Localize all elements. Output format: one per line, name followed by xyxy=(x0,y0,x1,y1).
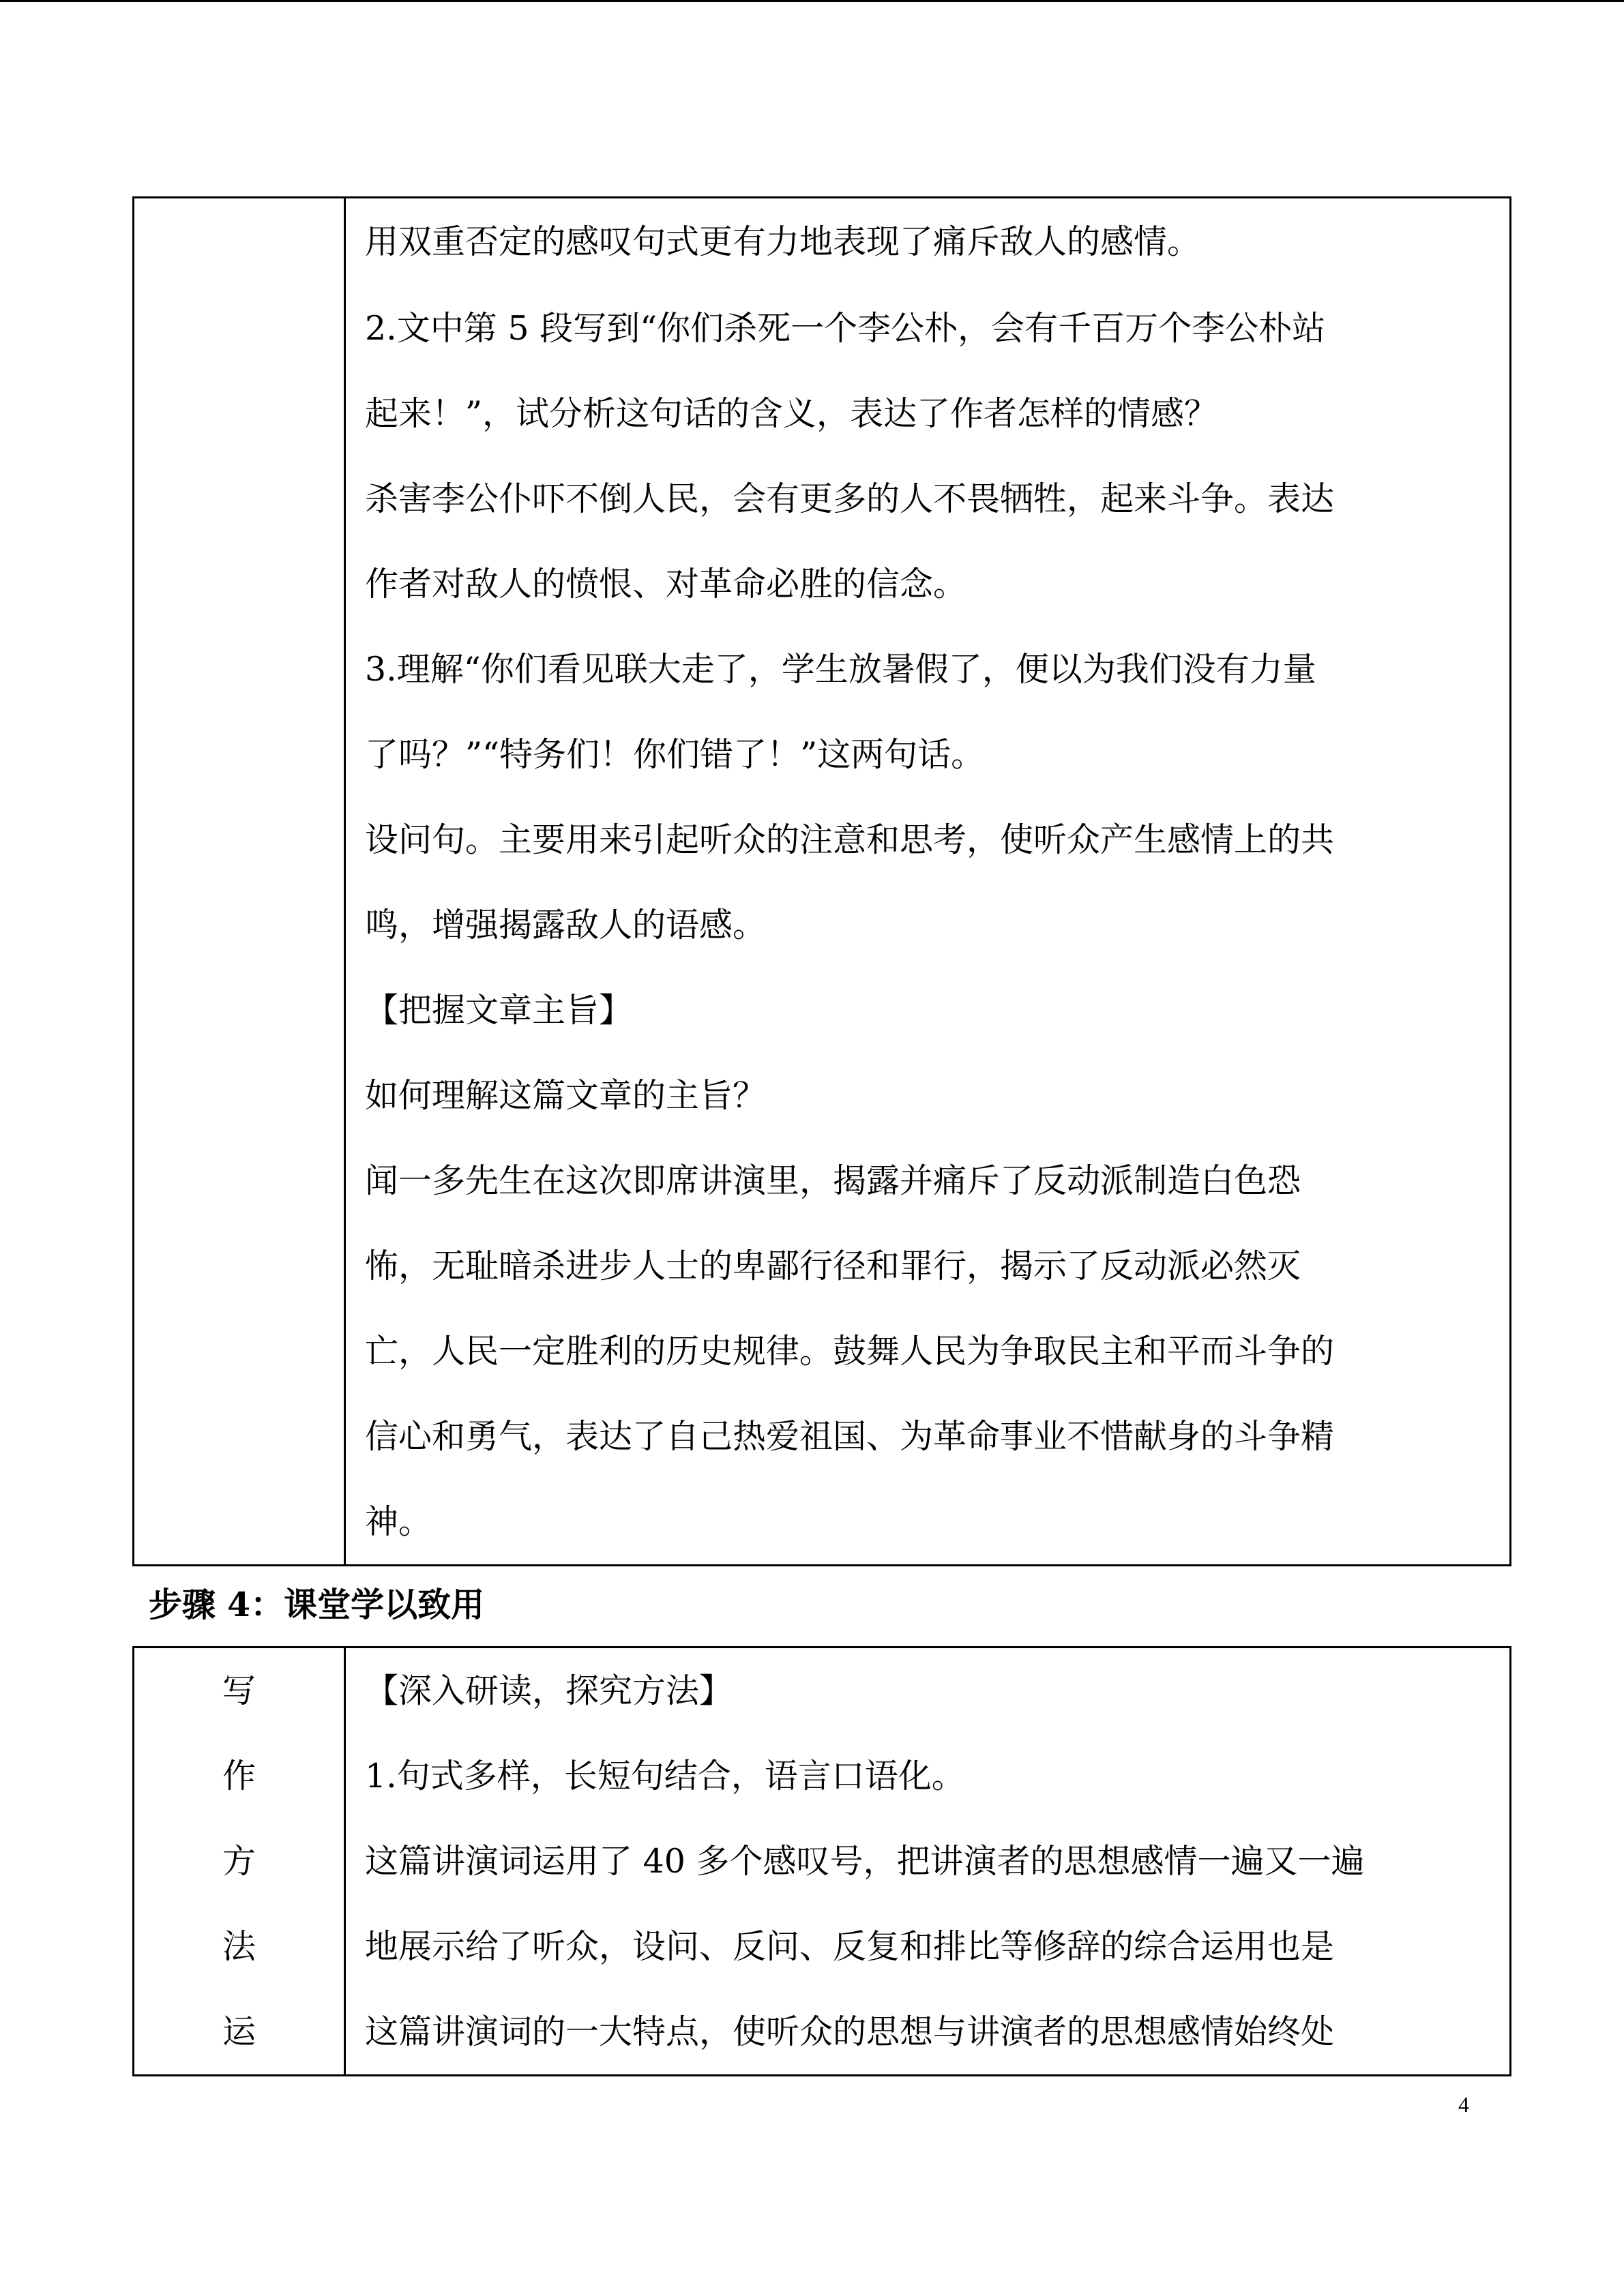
text-line: 用双重否定的感叹句式更有力地表现了痛斥敌人的感情。 xyxy=(365,222,1201,261)
text-line: 亡，人民一定胜利的历史规律。鼓舞人民为争取民主和平而斗争的 xyxy=(365,1332,1335,1371)
label-char: 写 xyxy=(222,1671,256,1710)
text-line: 1.句式多样，长短句结合，语言口语化。 xyxy=(365,1757,965,1795)
text-line: 作者对敌人的愤恨、对革命必胜的信念。 xyxy=(365,565,967,603)
label-cell xyxy=(134,1648,345,2076)
content-cell xyxy=(345,198,1511,1566)
text-line: 闻一多先生在这次即席讲演里，揭露并痛斥了反动派制造白色恐 xyxy=(365,1161,1301,1200)
text-line: 杀害李公仆吓不倒人民，会有更多的人不畏牺牲，起来斗争。表达 xyxy=(365,479,1335,518)
text-line: 地展示给了听众，设问、反问、反复和排比等修辞的综合运用也是 xyxy=(365,1927,1335,1966)
label-char: 法 xyxy=(222,1927,256,1966)
lesson-table-1 xyxy=(132,196,1511,1566)
step-heading: 步骤 4：课堂学以致用 xyxy=(149,1585,485,1624)
label-char: 作 xyxy=(222,1757,256,1795)
page-number: 4 xyxy=(1458,2092,1469,2117)
text-line: 信心和勇气，表达了自己热爱祖国、为革命事业不惜献身的斗争精 xyxy=(365,1417,1335,1456)
label-char: 运 xyxy=(222,2012,256,2051)
content-lines xyxy=(346,1648,1509,2074)
section-heading: 【把握文章主旨】 xyxy=(365,991,633,1030)
text-line: 这篇讲演词运用了 40 多个感叹号，把讲演者的思想感情一遍又一遍 xyxy=(365,1842,1365,1881)
text-line: 鸣，增强揭露敌人的语感。 xyxy=(365,906,767,944)
label-cell-empty xyxy=(134,198,345,1566)
text-line: 了吗？”“特务们！你们错了！”这两句话。 xyxy=(365,735,985,774)
label-char: 方 xyxy=(222,1842,256,1881)
text-line: 2.文中第 5 段写到“你们杀死一个李公朴，会有千百万个李公朴站 xyxy=(365,309,1326,348)
text-line: 3.理解“你们看见联大走了，学生放暑假了，便以为我们没有力量 xyxy=(365,650,1316,689)
content-lines xyxy=(346,198,1509,1564)
text-line: 神。 xyxy=(365,1502,432,1541)
text-line: 怖，无耻暗杀进步人士的卑鄙行径和罪行，揭示了反动派必然灭 xyxy=(365,1247,1301,1285)
section-heading: 【深入研读，探究方法】 xyxy=(365,1671,733,1710)
text-line: 设问句。主要用来引起听众的注意和思考，使听众产生感情上的共 xyxy=(365,820,1335,859)
page-top-border xyxy=(0,0,1624,2)
content-cell xyxy=(345,1648,1511,2076)
question-line: 如何理解这篇文章的主旨？ xyxy=(365,1076,767,1115)
text-line: 起来！”，试分析这句话的含义，表达了作者怎样的情感？ xyxy=(365,394,1218,433)
text-line: 这篇讲演词的一大特点，使听众的思想与讲演者的思想感情始终处 xyxy=(365,2012,1335,2051)
vertical-label xyxy=(134,1648,344,2074)
lesson-table-2 xyxy=(132,1646,1511,2076)
